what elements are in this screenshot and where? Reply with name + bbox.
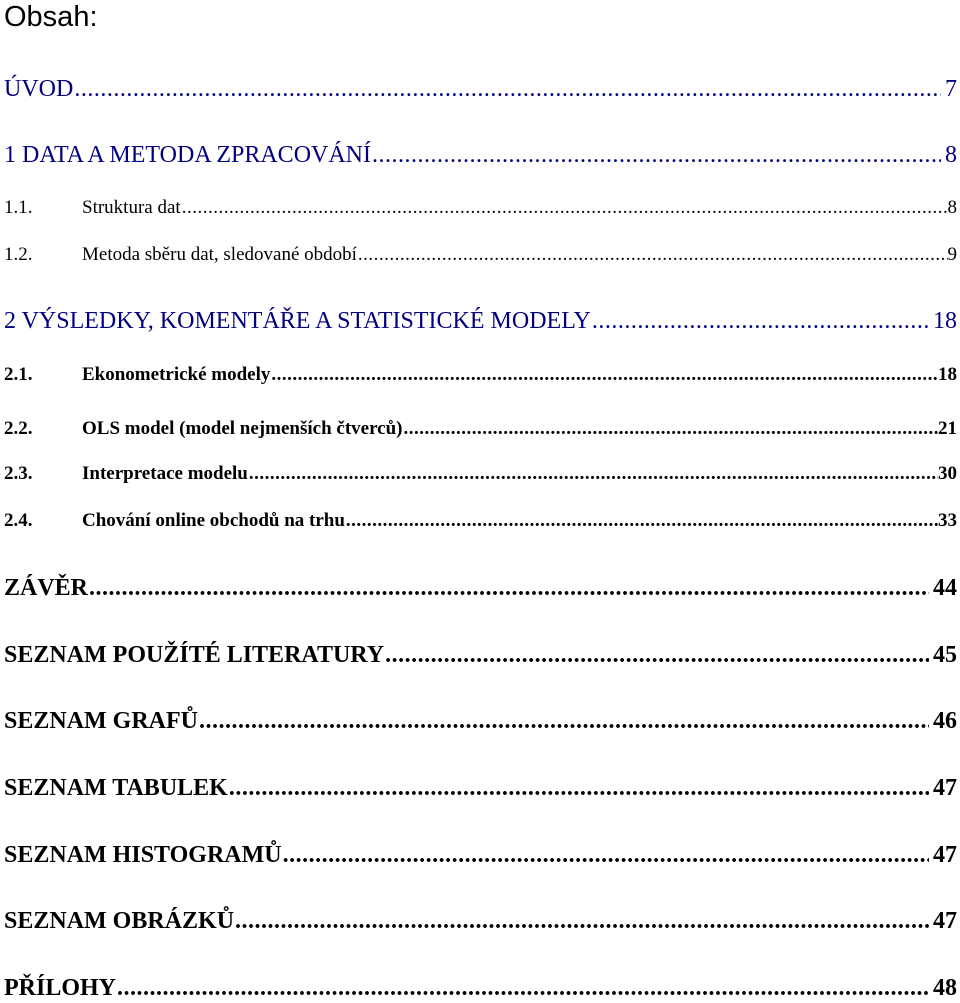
toc-dot-leader [385, 640, 929, 670]
toc-entry-zaver[interactable] [4, 573, 957, 603]
toc-entry-1-2[interactable] [4, 243, 957, 267]
toc-entry-literatura[interactable] [4, 640, 957, 670]
toc-entry-chapter-2[interactable] [4, 306, 957, 336]
toc-entry-page: 48 [933, 975, 957, 1001]
toc-entry-page: 7 [945, 76, 957, 102]
toc-entry-number: 2.2. [4, 418, 33, 439]
toc-dot-leader [283, 840, 929, 870]
toc-dot-leader [592, 306, 929, 336]
toc-entry-obrazky[interactable] [4, 906, 957, 936]
toc-entry-page: 46 [933, 708, 957, 734]
toc-dot-leader [199, 706, 929, 736]
toc-entry-title: Ekonometrické modely [82, 364, 271, 385]
toc-entry-grafy[interactable] [4, 706, 957, 736]
toc-entry-page: 47 [933, 908, 957, 934]
toc-entry-title: ZÁVĚR [4, 575, 89, 601]
toc-entry-title: Metoda sběru dat, sledované období [82, 244, 357, 265]
toc-entry-2-4[interactable] [4, 509, 957, 533]
toc-entry-page: 44 [933, 575, 957, 601]
toc-entry-2-2[interactable] [4, 417, 957, 441]
toc-entry-page: 45 [933, 642, 957, 668]
toc-entry-page: 21 [938, 418, 957, 439]
toc-dot-leader [235, 906, 929, 936]
toc-entry-2-1[interactable] [4, 363, 957, 387]
toc-entry-page: 9 [947, 244, 957, 265]
toc-dot-leader [249, 462, 938, 486]
toc-entry-title: SEZNAM HISTOGRAMŮ [4, 842, 282, 868]
toc-entry-uvod[interactable] [4, 74, 957, 104]
toc-dot-leader [74, 74, 941, 104]
toc-entry-prilohy[interactable] [4, 973, 957, 1003]
toc-entry-title: Chování online obchodů na trhu [82, 510, 345, 531]
toc-entry-title: 1 DATA A METODA ZPRACOVÁNÍ [4, 142, 372, 168]
toc-entry-page: 18 [938, 364, 957, 385]
toc-dot-leader [182, 196, 948, 220]
toc-entry-title: SEZNAM POUŽÍTÉ LITERATURY [4, 642, 385, 668]
toc-entry-page: 8 [945, 142, 957, 168]
toc-entry-page: 8 [947, 197, 957, 218]
toc-entry-1-1[interactable] [4, 196, 957, 220]
toc-entry-title: OLS model (model nejmenších čtverců) [82, 418, 403, 439]
toc-entry-number: 2.4. [4, 510, 33, 531]
toc-entry-title: ÚVOD [4, 76, 74, 102]
toc-entry-title: SEZNAM GRAFŮ [4, 708, 199, 734]
toc-entry-title: PŘÍLOHY [4, 975, 117, 1001]
toc-entry-page: 30 [938, 463, 957, 484]
toc-entry-page: 47 [933, 775, 957, 801]
toc-entry-histogramy[interactable] [4, 840, 957, 870]
toc-entry-chapter-1[interactable] [4, 140, 957, 170]
toc-entry-title: 2 VÝSLEDKY, KOMENTÁŘE A STATISTICKÉ MODELY [4, 308, 591, 334]
toc-entry-number: 2.1. [4, 364, 33, 385]
toc-entry-2-3[interactable] [4, 462, 957, 486]
toc-entry-number: 2.3. [4, 463, 33, 484]
toc-entry-number: 1.1. [4, 197, 33, 218]
toc-dot-leader [89, 573, 929, 603]
toc-dot-leader [358, 243, 948, 267]
toc-entry-number: 1.2. [4, 244, 33, 265]
toc-dot-leader [229, 773, 929, 803]
toc-dot-leader [404, 417, 939, 441]
toc-entry-page: 18 [933, 308, 957, 334]
toc-entry-title: Interpretace modelu [82, 463, 248, 484]
page-title: Obsah: [4, 1, 98, 33]
toc-entry-title: SEZNAM OBRÁZKŮ [4, 908, 235, 934]
toc-entry-page: 47 [933, 842, 957, 868]
toc-dot-leader [372, 140, 941, 170]
toc-dot-leader [346, 509, 938, 533]
toc-entry-title: Struktura dat [82, 197, 181, 218]
toc-entry-title: SEZNAM TABULEK [4, 775, 228, 801]
toc-dot-leader [271, 363, 938, 387]
toc-dot-leader [117, 973, 929, 1003]
toc-entry-tabulky[interactable] [4, 773, 957, 803]
toc-entry-page: 33 [938, 510, 957, 531]
